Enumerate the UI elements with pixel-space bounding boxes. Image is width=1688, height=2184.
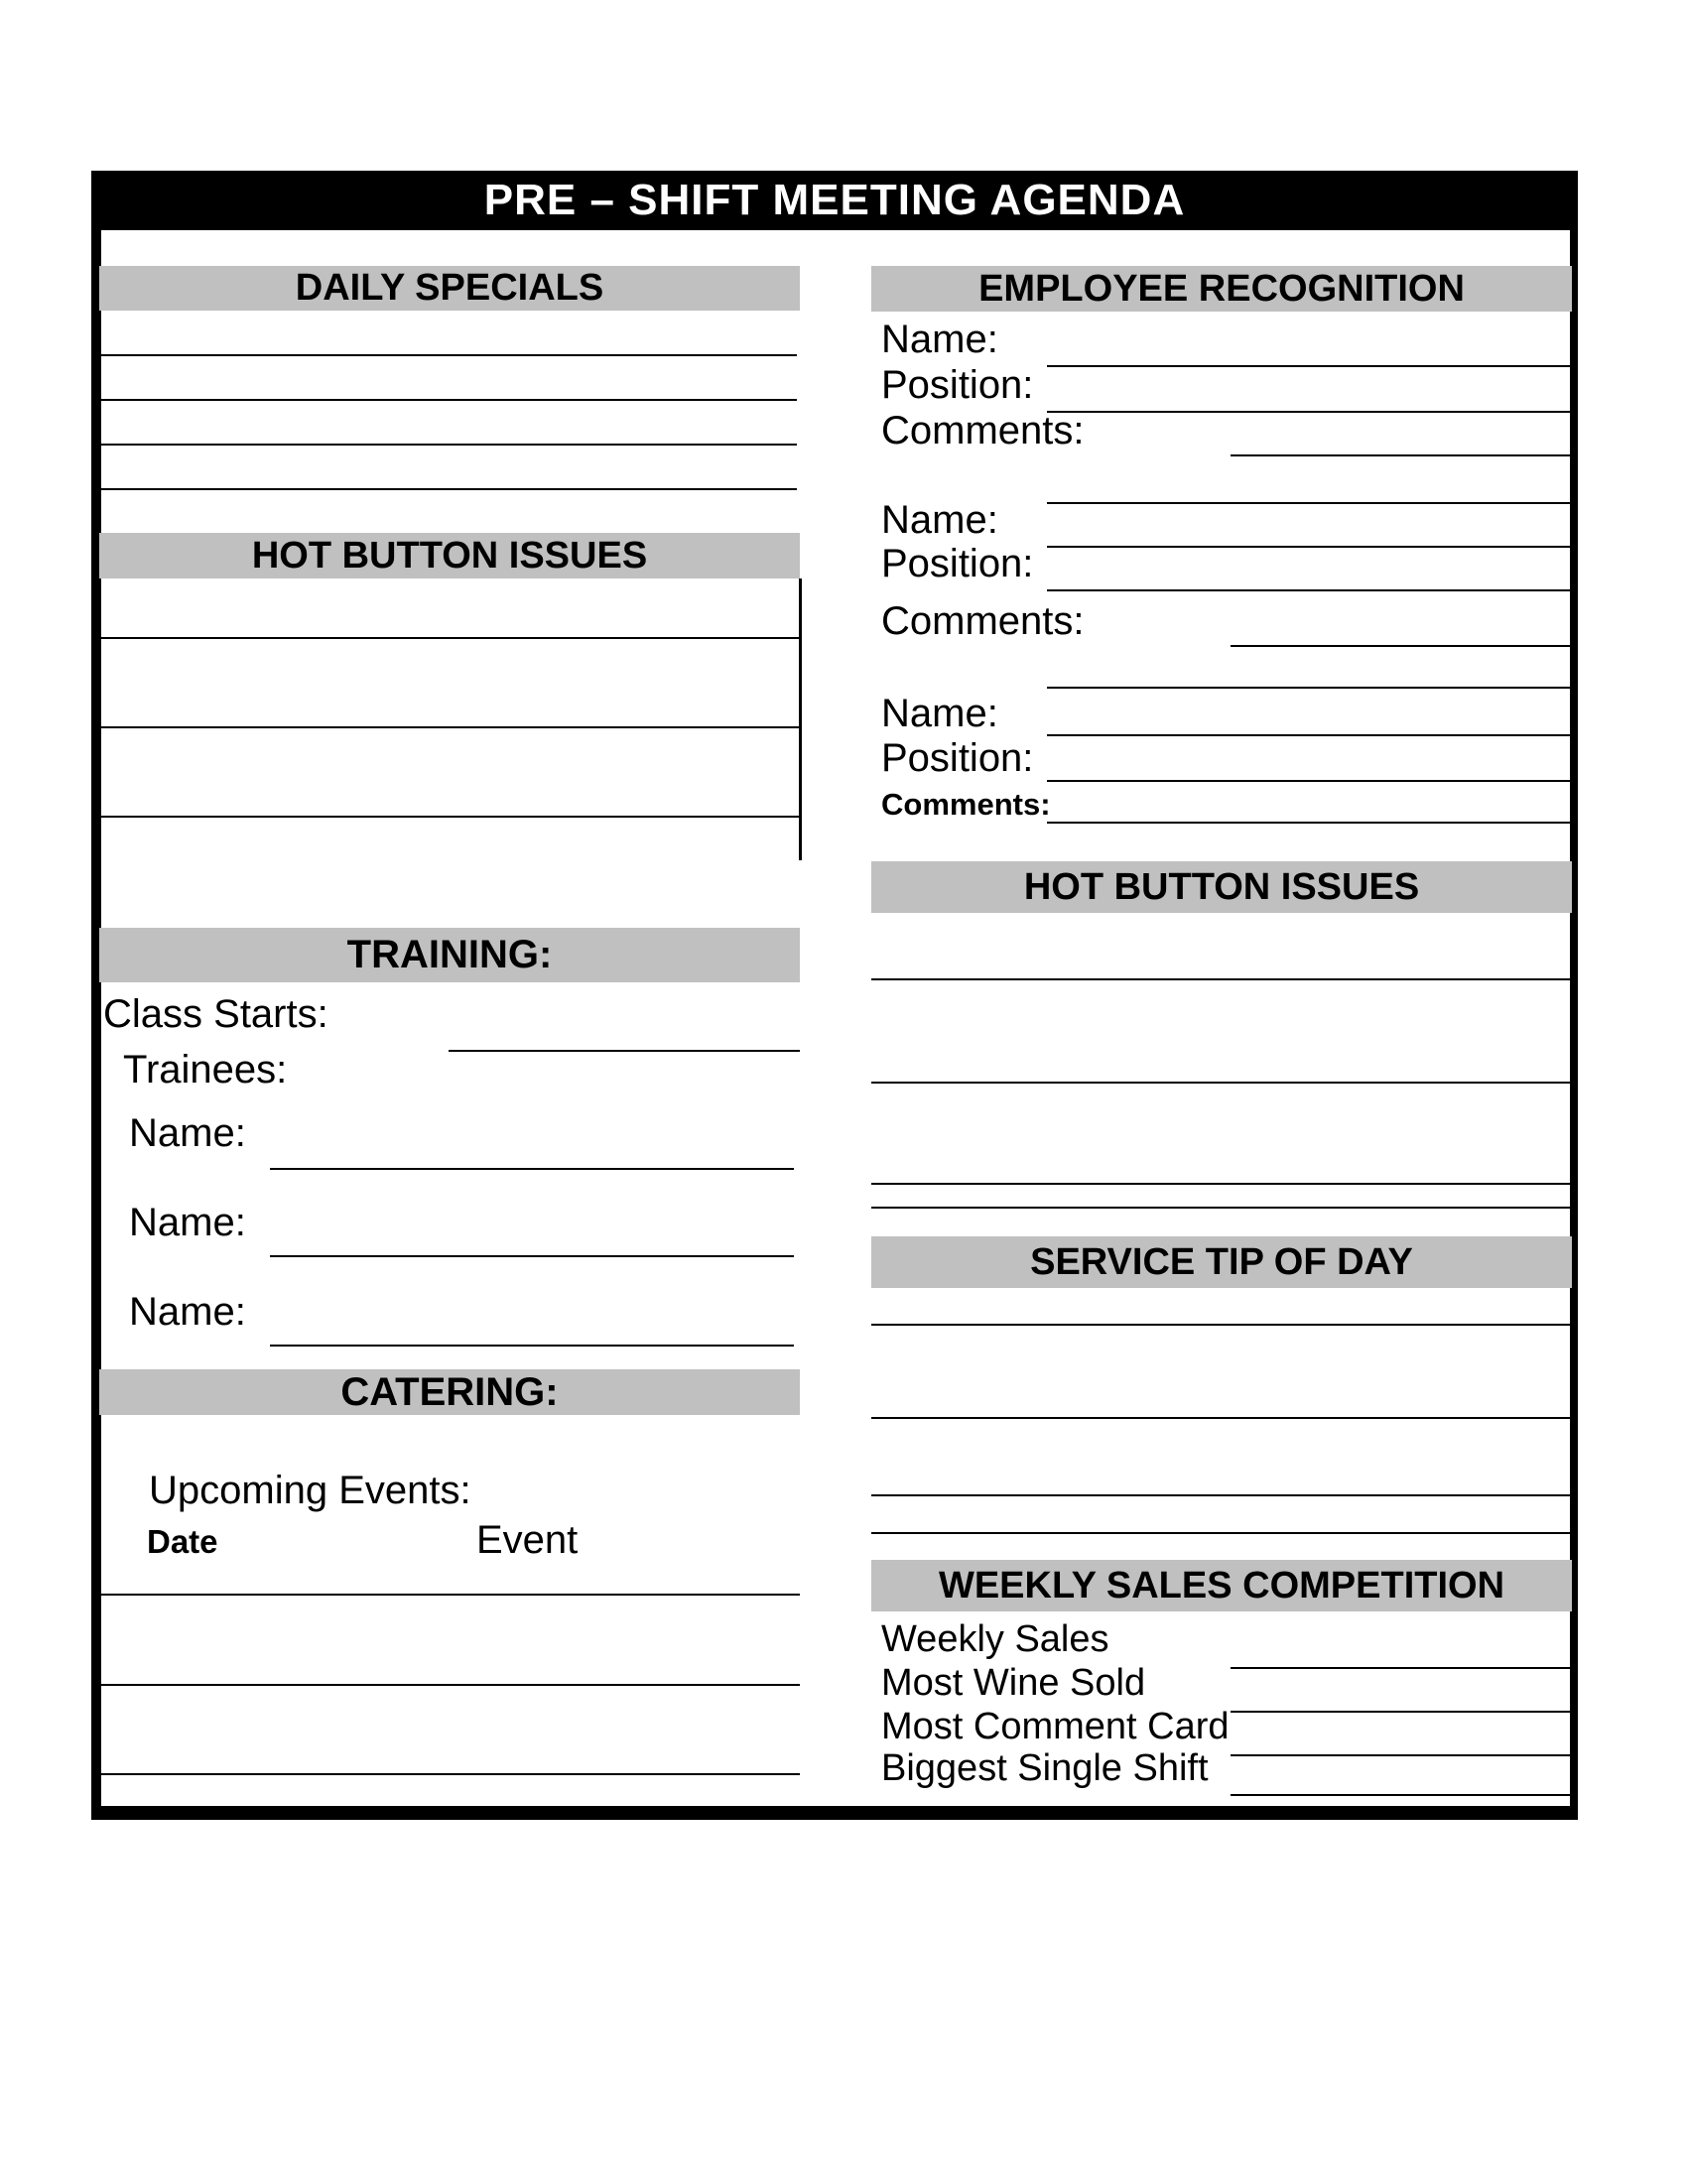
daily-specials-line[interactable] [99, 444, 797, 446]
recognition-comments-line[interactable] [1047, 822, 1572, 824]
daily-specials-line[interactable] [99, 488, 797, 490]
form-border-left [91, 171, 101, 1820]
recognition-name-line[interactable] [1047, 365, 1572, 367]
service-tip-line[interactable] [871, 1417, 1572, 1419]
form-title-band [91, 171, 1578, 230]
catering-event-column-label: Event [476, 1518, 579, 1562]
service-tip-line[interactable] [871, 1532, 1572, 1534]
weekly-sales-header: WEEKLY SALES COMPETITION [871, 1560, 1572, 1611]
trainee-name-label: Name: [129, 1201, 246, 1244]
recognition-comments-line[interactable] [1047, 687, 1572, 689]
recognition-position-line[interactable] [1047, 411, 1572, 413]
recognition-comments-label: Comments: [881, 599, 1085, 643]
hot-button-right-line[interactable] [871, 1207, 1572, 1209]
trainee-name-label: Name: [129, 1290, 246, 1334]
recognition-comments-label: Comments: [881, 787, 1051, 822]
hot-button-left-line[interactable] [99, 816, 802, 818]
service-tip-line[interactable] [871, 1324, 1572, 1326]
upcoming-events-label: Upcoming Events: [149, 1469, 471, 1512]
weekly-sales-row-line[interactable] [1231, 1711, 1572, 1713]
hot-button-left-box-border [799, 578, 802, 860]
recognition-position-label: Position: [881, 736, 1034, 780]
hot-button-left-line[interactable] [99, 726, 802, 728]
weekly-sales-row-line[interactable] [1231, 1794, 1572, 1796]
recognition-name-line[interactable] [1047, 546, 1572, 548]
recognition-position-line[interactable] [1047, 780, 1572, 782]
recognition-position-label: Position: [881, 363, 1034, 407]
weekly-sales-row-label: Most Wine Sold [881, 1662, 1146, 1704]
recognition-comments-line[interactable] [1231, 645, 1572, 647]
trainees-label: Trainees: [123, 1048, 288, 1092]
service-tip-line[interactable] [871, 1494, 1572, 1496]
trainee-name-line[interactable] [270, 1255, 794, 1257]
hot-button-right-line[interactable] [871, 1082, 1572, 1084]
hot-button-issues-left-header: HOT BUTTON ISSUES [99, 533, 800, 578]
service-tip-header: SERVICE TIP OF DAY [871, 1236, 1572, 1288]
catering-line[interactable] [99, 1773, 800, 1775]
recognition-comments-line[interactable] [1231, 454, 1572, 456]
daily-specials-header: DAILY SPECIALS [99, 266, 800, 311]
weekly-sales-row-line[interactable] [1231, 1754, 1572, 1756]
recognition-comments-line[interactable] [1047, 502, 1572, 504]
recognition-name-line[interactable] [1047, 734, 1572, 736]
catering-date-column-label: Date [147, 1523, 218, 1560]
class-starts-label: Class Starts: [103, 992, 328, 1036]
form-title: PRE – SHIFT MEETING AGENDA [483, 176, 1186, 224]
recognition-name-label: Name: [881, 498, 998, 542]
daily-specials-line[interactable] [99, 354, 797, 356]
class-starts-line[interactable] [449, 1050, 800, 1052]
employee-recognition-header: EMPLOYEE RECOGNITION [871, 266, 1572, 312]
recognition-name-label: Name: [881, 692, 998, 735]
hot-button-left-line[interactable] [99, 637, 802, 639]
form-border-bottom [91, 1806, 1578, 1820]
weekly-sales-row-line[interactable] [1231, 1667, 1572, 1669]
recognition-comments-label: Comments: [881, 409, 1085, 452]
daily-specials-line[interactable] [99, 399, 797, 401]
recognition-name-label: Name: [881, 318, 998, 361]
training-header: TRAINING: [99, 928, 800, 982]
hot-button-right-line[interactable] [871, 1183, 1572, 1185]
hot-button-issues-right-header: HOT BUTTON ISSUES [871, 861, 1572, 913]
hot-button-right-line[interactable] [871, 978, 1572, 980]
catering-header: CATERING: [99, 1369, 800, 1415]
trainee-name-line[interactable] [270, 1168, 794, 1170]
weekly-sales-row-label: Weekly Sales [881, 1618, 1109, 1660]
catering-line[interactable] [99, 1594, 800, 1596]
catering-line[interactable] [99, 1684, 800, 1686]
weekly-sales-row-label: Most Comment Card [881, 1706, 1230, 1747]
weekly-sales-row-label: Biggest Single Shift [881, 1747, 1209, 1789]
trainee-name-line[interactable] [270, 1345, 794, 1347]
trainee-name-label: Name: [129, 1111, 246, 1155]
recognition-position-label: Position: [881, 542, 1034, 585]
recognition-position-line[interactable] [1047, 589, 1572, 591]
